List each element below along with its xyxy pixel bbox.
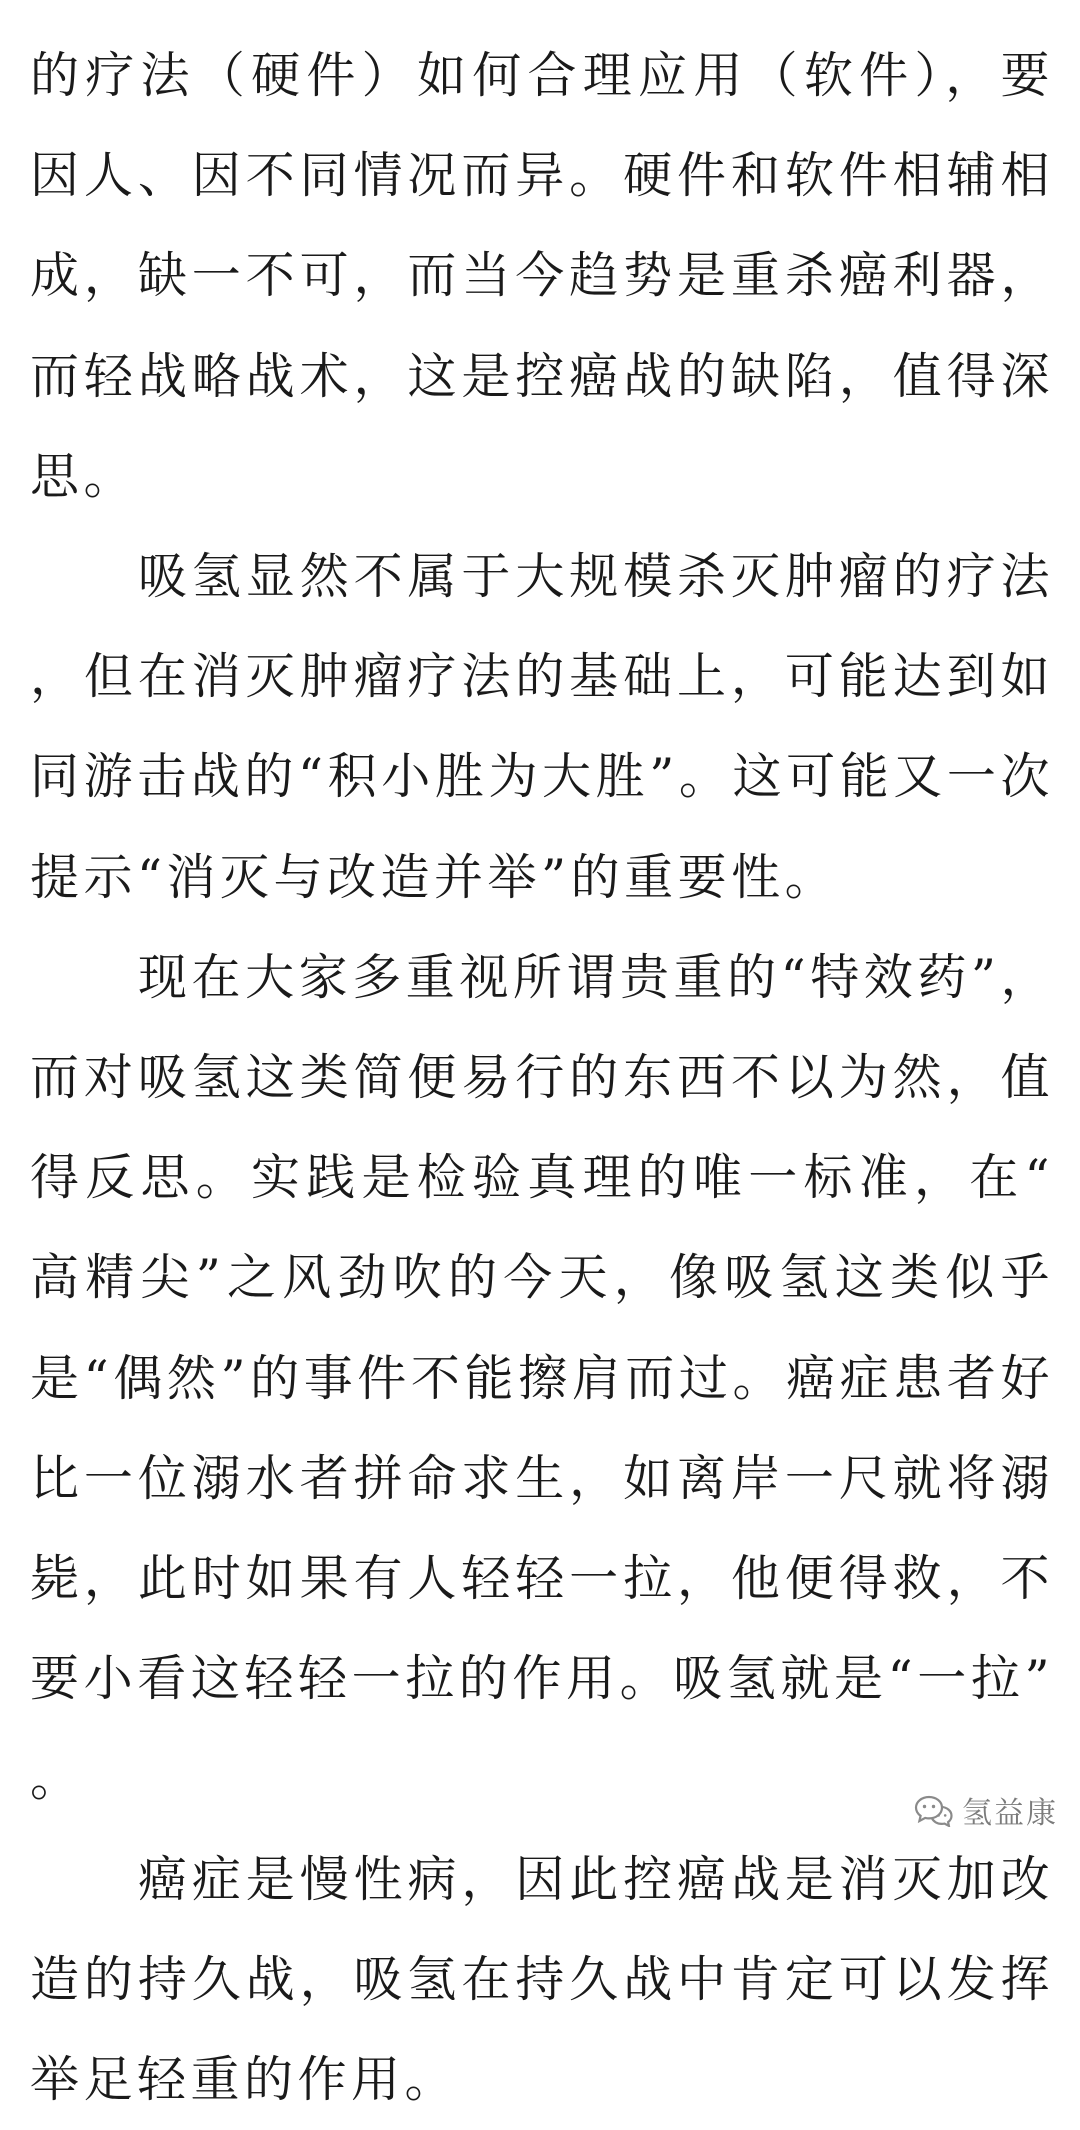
paragraph-chronic-disease: 癌症是慢性病，因此控癌战是消灭加改造的持久战，吸氢在持久战中肯定可以发挥举足轻重的作用。: [30, 1850, 1054, 2109]
paragraph-special-drugs: 现在大家多重视所谓贵重的“特效药”，而对吸氢这类简便易行的东西不以为然，值得反思。实践是检验真理的唯一标准，在“高精尖”之风劲吹的今天，像吸氢这类似乎是“偶然”的事件不能擦肩而过。癌症患者好比一位溺水者拼命求生，如离岸一尺就将溺毙，此时如果有人轻轻一拉，他便得救，不要小看这轻轻一拉的作用。吸氢就是“一拉”。: [30, 948, 1054, 1808]
watermark-text: 氢益康: [962, 1796, 1058, 1831]
wechat-icon: [914, 1793, 954, 1827]
paragraph-continued: 的疗法（硬件）如何合理应用（软件），要因人、因不同情况而异。硬件和软件相辅相成，缺一不可，而当今趋势是重杀癌利器，而轻战略战术，这是控癌战的缺陷，值得深思。: [30, 47, 1054, 505]
wechat-watermark: [914, 1788, 1058, 1832]
paragraph-hydrogen-guerrilla: 吸氢显然不属于大规模杀灭肿瘤的疗法，但在消灭肿瘤疗法的基础上，可能达到如同游击战的“积小胜为大胜”。这可能又一次提示“消灭与改造并举”的重要性。: [30, 548, 1054, 906]
